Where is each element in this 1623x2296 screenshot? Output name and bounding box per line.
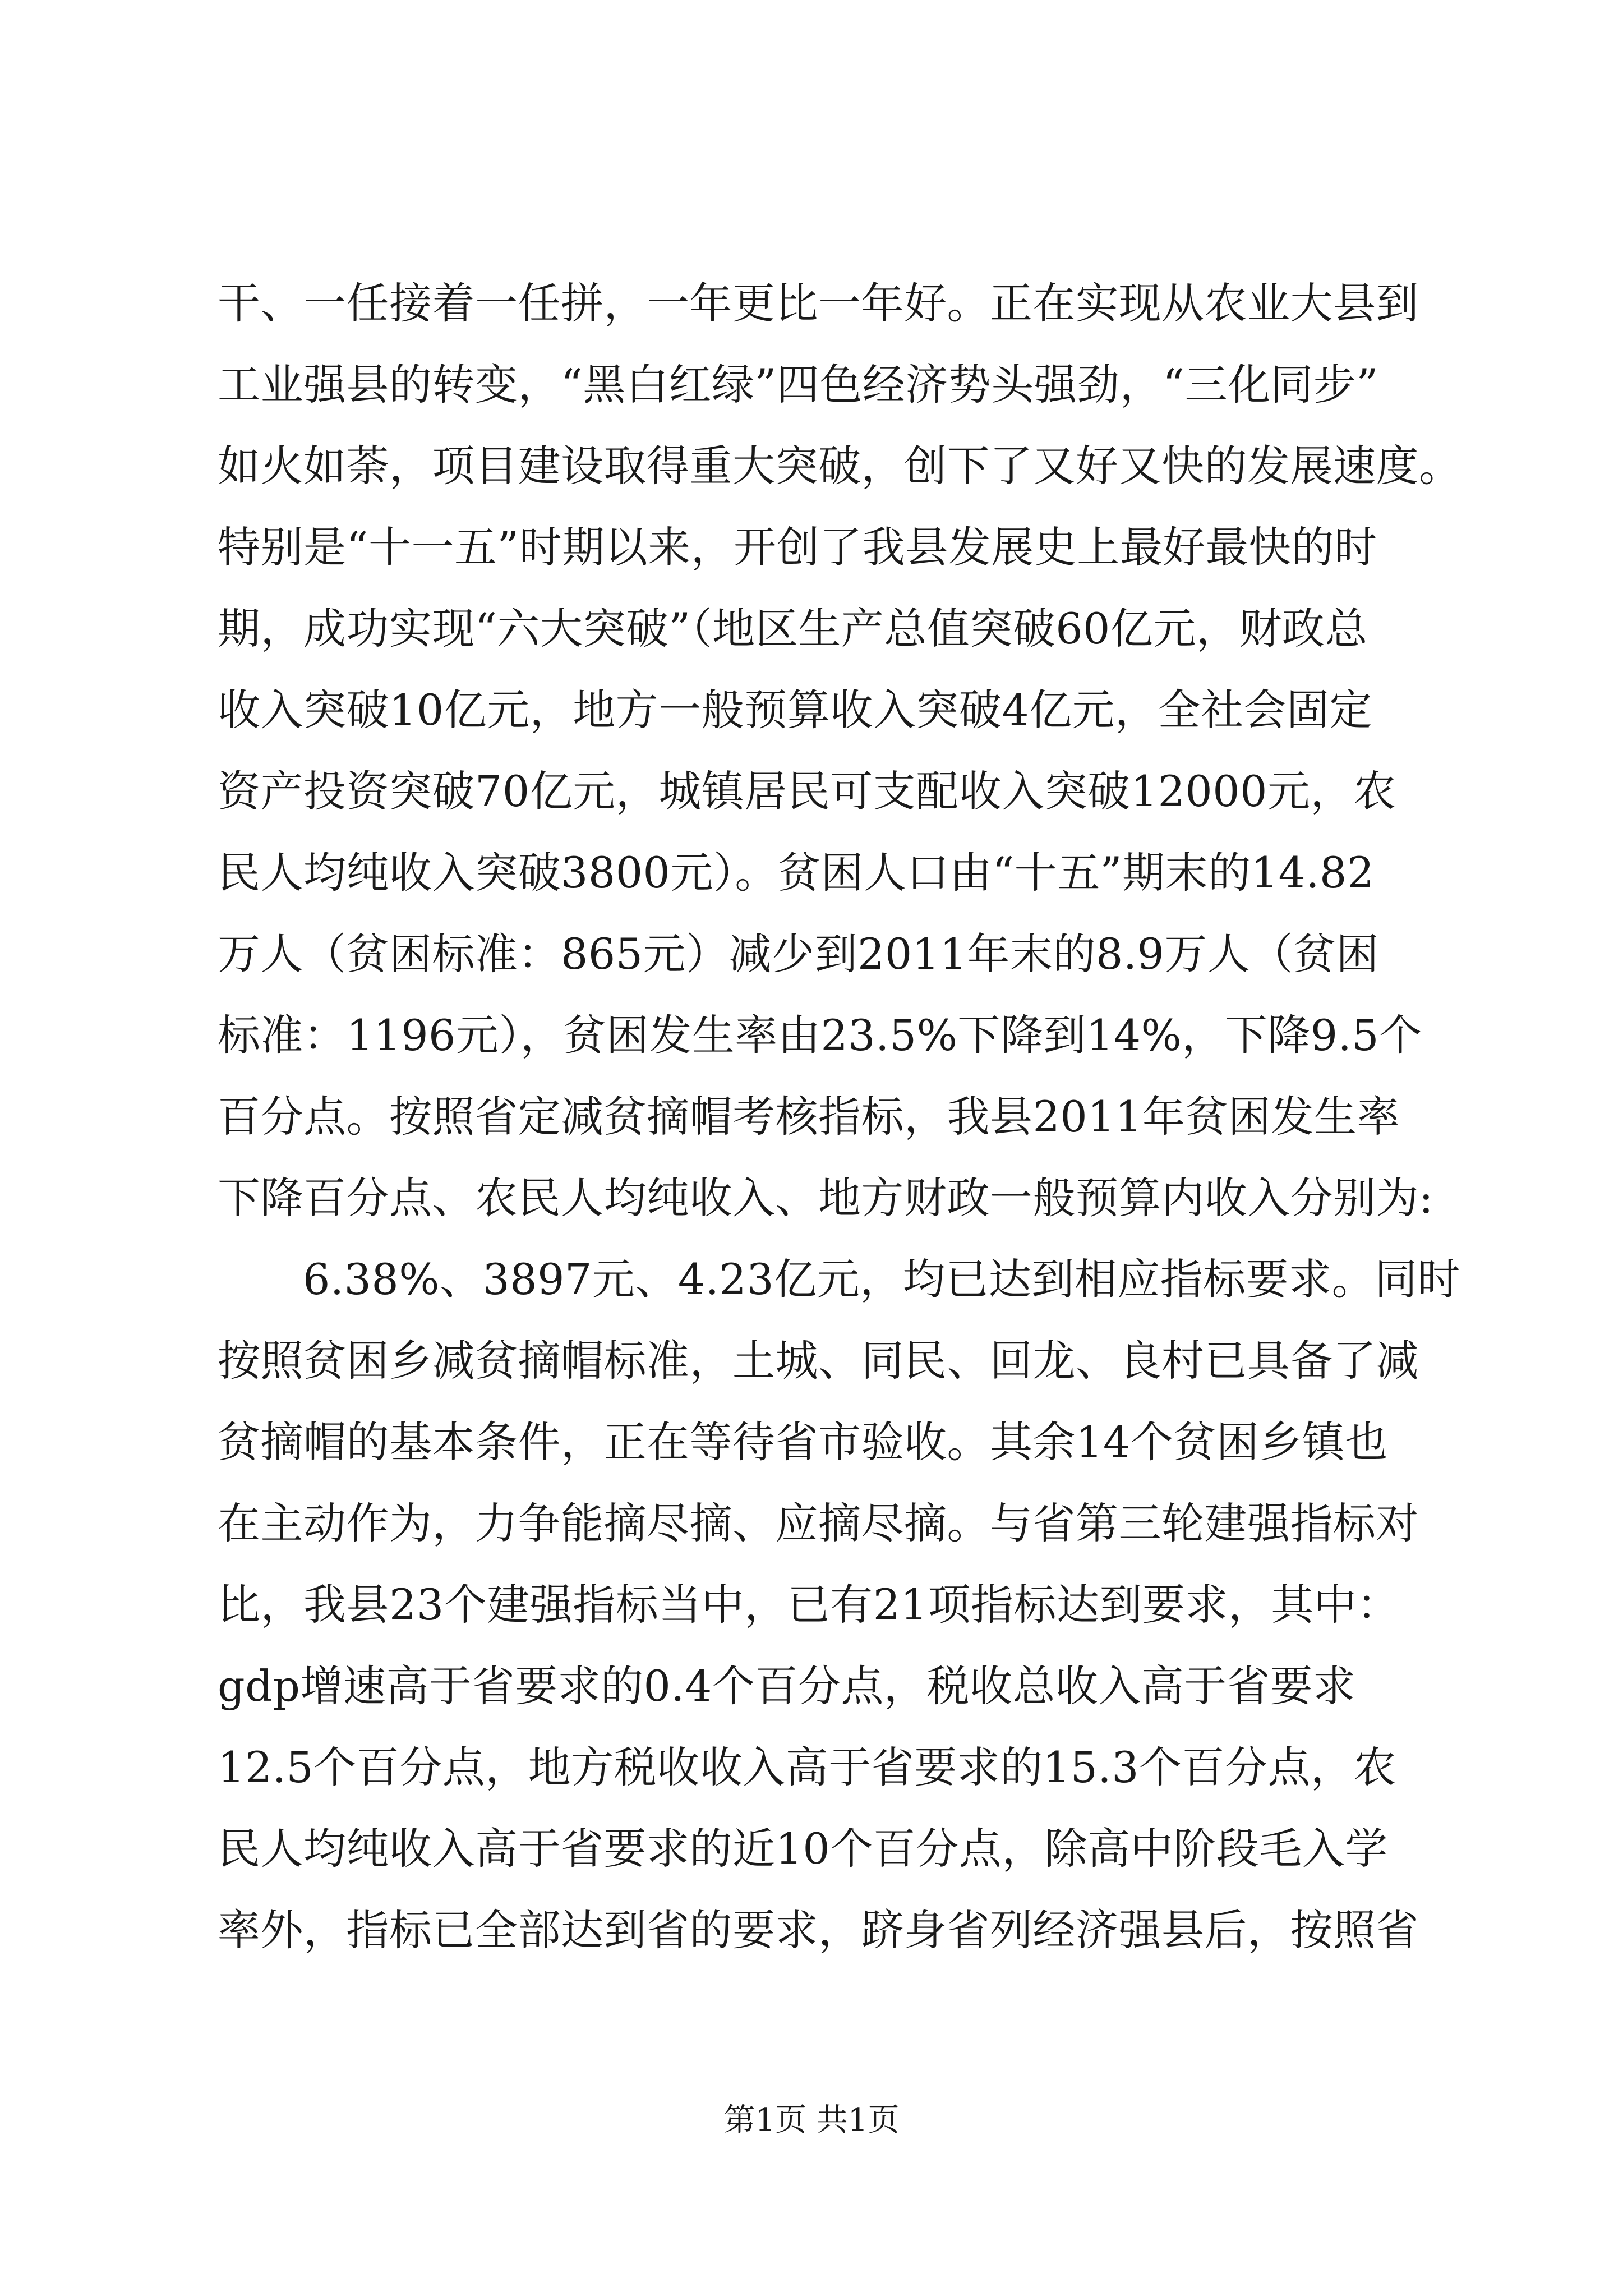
text-line: 特别是“十一五”时期以来，开创了我县发展史上最好最快的时 [218, 522, 1377, 572]
text-line: 按照贫困乡减贫摘帽标准，土城、同民、回龙、良村已具备了减 [218, 1336, 1419, 1386]
body-text [218, 263, 1462, 1971]
text-line: 民人均纯收入突破3800元）。贫困人口由“十五”期末的14.82 [218, 848, 1375, 898]
text-line: 如火如荼，项目建设取得重大突破，创下了又好又快的发展速度。 [218, 441, 1462, 491]
text-line: 在主动作为，力争能摘尽摘、应摘尽摘。与省第三轮建强指标对 [218, 1498, 1419, 1548]
text-line: 标准：1196元），贫困发生率由23.5%下降到14%，下降9.5个 [218, 1010, 1422, 1060]
text-line: 收入突破10亿元，地方一般预算收入突破4亿元，全社会固定 [218, 685, 1373, 735]
text-line: 贫摘帽的基本条件，正在等待省市验收。其余14个贫困乡镇也 [218, 1417, 1388, 1467]
text-line: 干、一任接着一任拼，一年更比一年好。正在实现从农业大县到 [218, 278, 1419, 328]
text-line: 比，我县23个建强指标当中，已有21项指标达到要求，其中： [218, 1580, 1400, 1630]
text-line: 期，成功实现“六大突破”（地区生产总值突破60亿元，财政总 [218, 604, 1368, 654]
text-line: 百分点。按照省定减贫摘帽考核指标，我县2011年贫困发生率 [218, 1092, 1400, 1142]
text-line: 资产投资突破70亿元，城镇居民可支配收入突破12000元，农 [218, 766, 1396, 816]
text-line: gdp增速高于省要求的0.4个百分点，税收总收入高于省要求 [218, 1661, 1356, 1711]
text-line: 万人（贫困标准：865元）减少到2011年末的8.9万人（贫困 [218, 929, 1379, 979]
text-line: 民人均纯收入高于省要求的近10个百分点，除高中阶段毛入学 [218, 1824, 1388, 1874]
text-line: 工业强县的转变，“黑白红绿”四色经济势头强劲，“三化同步” [218, 360, 1378, 409]
page-footer: 第1页 共1页 [723, 2102, 900, 2138]
paragraph-start-line: 6.38%、3897元、4.23亿元，均已达到相应指标要求。同时 [303, 1254, 1461, 1304]
text-line: 12.5个百分点，地方税收收入高于省要求的15.3个百分点，农 [218, 1742, 1396, 1792]
text-line: 下降百分点、农民人均纯收入、地方财政一般预算内收入分别为: [218, 1173, 1434, 1223]
text-line: 率外，指标已全部达到省的要求，跻身省列经济强县后，按照省 [218, 1905, 1419, 1955]
